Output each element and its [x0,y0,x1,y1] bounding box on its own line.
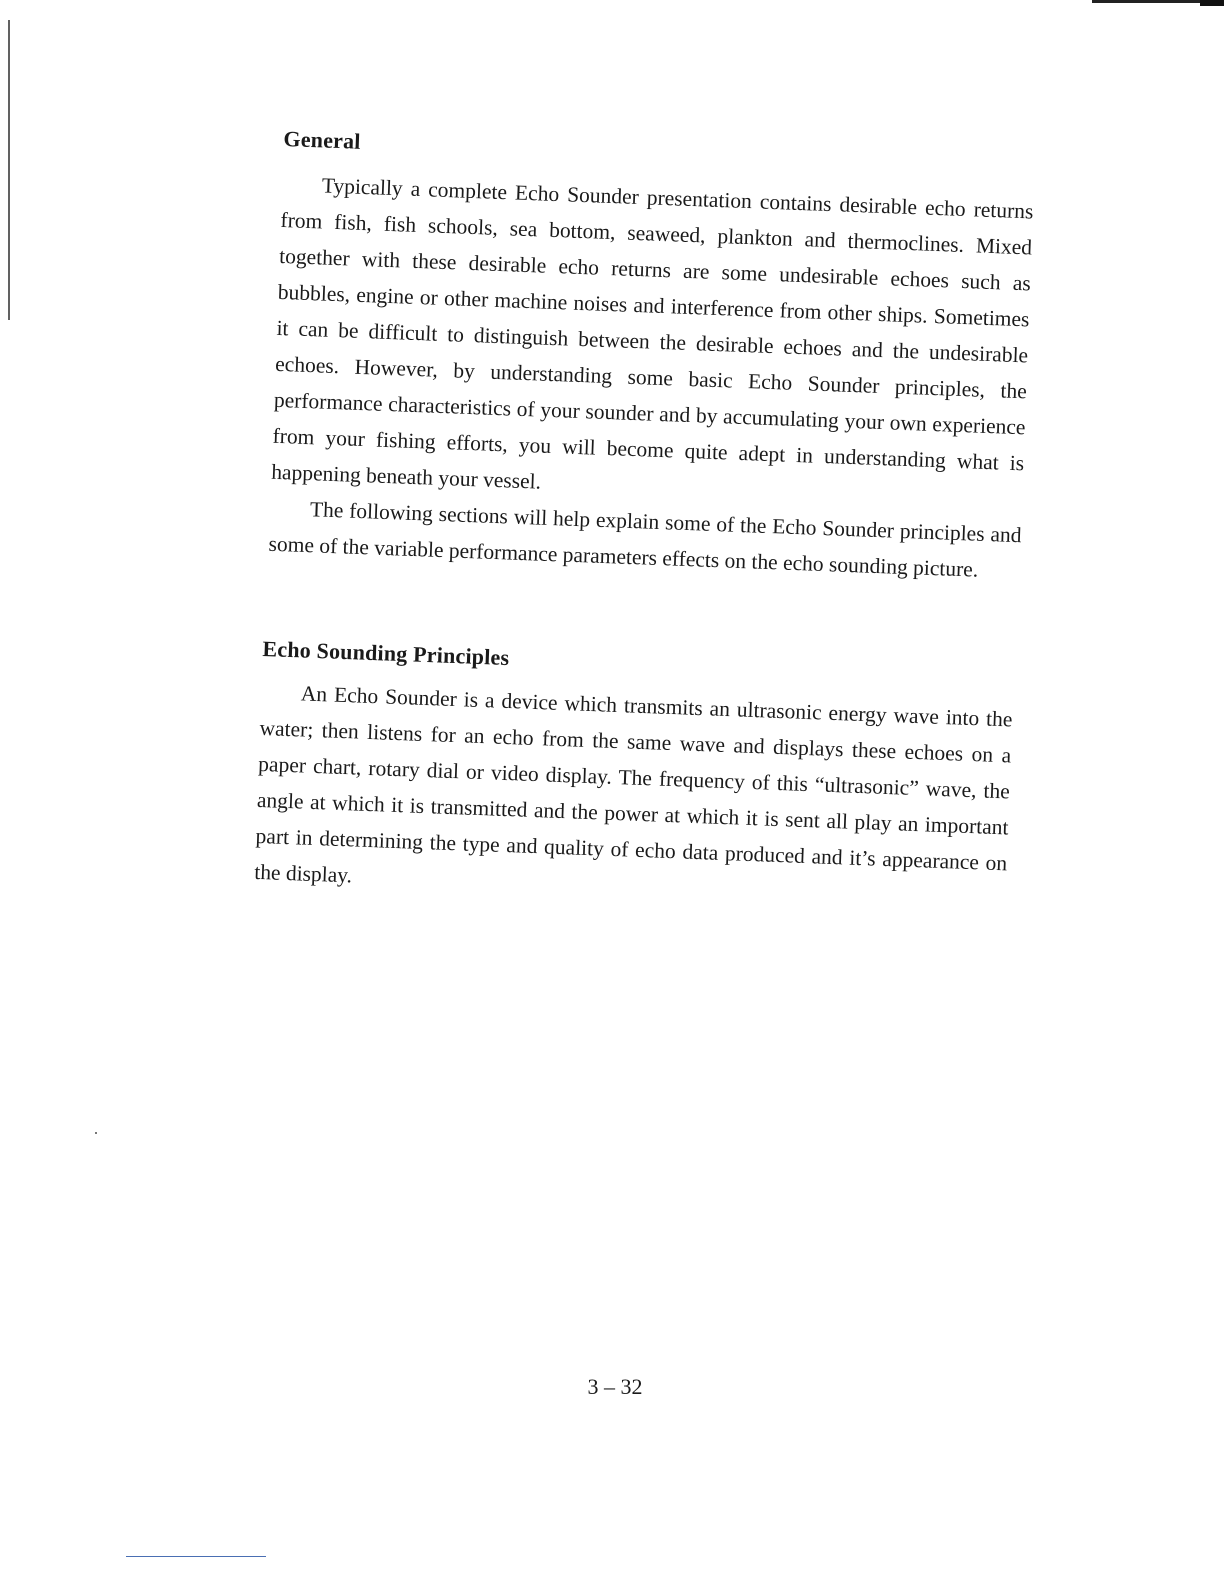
general-paragraph-1: Typically a complete Echo Sounder presentation contains desirable echo returns from fish, fish schools, sea bottom, seaweed, plankton and thermoclines. Mixed together with these desirable echo returns are some undesirable echoes such as bubbles, engine or other machine noises and interference from other ships. Sometimes it can be difficult to distinguish between the desirable echoes and the undesirable echoes. However, by understanding some basic Echo Sounder principles, the performance characteristics of your sounder and by accumulating your own experience from your fishing efforts, you will become quite adept in understanding what is happening beneath your vessel. [270,173,1034,494]
scan-top-mark [1092,0,1202,3]
scan-corner-mark [1200,0,1224,6]
scan-dust-dot [95,1132,97,1134]
page-number: 3 – 32 [587,1374,643,1399]
bottom-rule-line [126,1556,266,1557]
general-heading: General [283,126,362,154]
general-paragraph-2: The following sections will help explain some of the Echo Sounder principles and some of the variable performance parameters effects on the echo sounding picture. [268,497,1022,582]
echo-sounding-principles-section [254,636,1015,917]
principles-heading: Echo Sounding Principles [262,636,510,671]
general-section [268,126,1035,589]
scan-edge-artifact [8,20,10,320]
principles-paragraph-1: An Echo Sounder is a device which transmits an ultrasonic energy wave into the water; then listens for an echo from the same wave and displays these echoes on a paper chart, rotary dial or video display. The frequency of this “ultrasonic” wave, the angle at which it is transmitted and the power at which it is sent all play an important part in determining the type and quality of echo data produced and it’s appearance on the display. [253,681,1013,888]
